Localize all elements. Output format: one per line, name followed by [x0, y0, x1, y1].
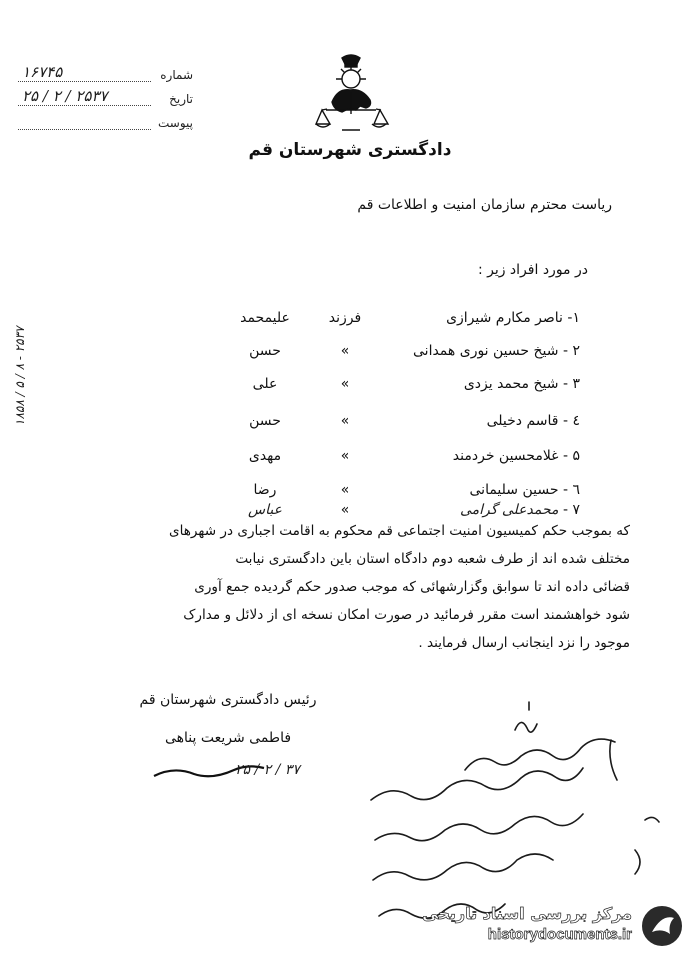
list-item [150, 413, 580, 437]
person-father: حسن [249, 413, 281, 429]
person-name: محمدعلی گرامی [459, 502, 559, 518]
signature-title: رئیس دادگستری شهرستان قم [139, 692, 317, 708]
letter-meta [18, 58, 193, 130]
person-name: حسین سلیمانی [469, 482, 559, 498]
person-name: شیخ حسین نوری همدانی [413, 343, 559, 359]
list-item [150, 376, 580, 400]
signature-block [118, 692, 338, 746]
person-father: مهدی [248, 448, 282, 464]
person-relation: « [340, 482, 350, 498]
body-line: قضائی داده اند تا سوابق وگزارشهائی که موجب صدور حکم گردیده جمع آوری [194, 579, 630, 595]
person-relation: « [340, 413, 350, 429]
number-line [18, 63, 151, 82]
person-number: ۳ - [562, 376, 580, 392]
archive-logo-icon [638, 902, 686, 950]
person-name: قاسم دخیلی [486, 413, 559, 429]
date-line [18, 87, 151, 106]
body-line: که بموجب حکم کمیسیون امنیت اجتماعی قم محکوم به اقامت اجباری در شهرهای [168, 523, 630, 539]
person-number: ۵ - [562, 448, 580, 464]
date-value: ۲۵ / ۲ / ۲۵۳۷ [22, 87, 108, 105]
person-father: رضا [253, 482, 277, 498]
person-number: ۷ - [562, 502, 580, 518]
court-title: دادگستری شهرستان قم [248, 140, 452, 160]
person-relation: « [340, 376, 350, 392]
body-line: مختلف شده اند از طرف شعبه دوم دادگاه استان باین دادگستری نیابت [235, 551, 630, 567]
person-number: ۲ - [562, 343, 580, 359]
date-label: تاریخ [169, 92, 193, 106]
list-item [150, 310, 580, 334]
person-number: ۱- [567, 310, 580, 326]
watermark-text-fa: مرکز بررسی اسناد تاریخی [422, 904, 632, 923]
person-number: ٦ - [562, 482, 580, 498]
number-label: شماره [160, 68, 193, 82]
person-father: علی [252, 376, 278, 392]
subject-line: در مورد افراد زیر : [477, 262, 588, 278]
attachment-label: پیوست [158, 116, 193, 130]
watermark [400, 902, 690, 950]
person-relation: فرزند [328, 310, 362, 326]
person-relation: « [340, 343, 350, 359]
body-line: شود خواهشمند است مقرر فرمائید در صورت امکان نسخه ای از دلائل و مدارک [183, 607, 630, 623]
attachment-line [18, 111, 151, 130]
list-item [150, 448, 580, 472]
watermark-text-en: historydocuments.ir [487, 926, 632, 943]
signature-date: ۲۵ / ۲ / ۳۷ [235, 762, 300, 778]
person-father: علیمحمد [240, 310, 290, 326]
date-row [18, 82, 193, 106]
side-reference-text: ۱۸۵۸ / ۵ / ۸ - ۲۵۳۷ [13, 326, 27, 426]
letter-body [50, 517, 630, 657]
person-name: شیخ محمد یزدی [463, 376, 559, 392]
person-name: ناصر مکارم شیرازی [446, 310, 563, 326]
number-value: ۱۶۷۴۵ [22, 63, 63, 81]
body-line: موجود را نزد اینجانب ارسال فرمایند . [418, 635, 630, 651]
attachment-row [18, 106, 193, 130]
recipient-line: ریاست محترم سازمان امنیت و اطلاعات قم [357, 197, 612, 213]
person-number: ٤ - [562, 413, 580, 429]
person-father: عباس [248, 502, 282, 518]
person-name: غلامحسین خردمند [452, 448, 559, 464]
signature-name: فاطمی شریعت پناهی [164, 730, 292, 746]
person-relation: « [340, 502, 350, 518]
side-reference [10, 292, 32, 442]
court-emblem-icon [312, 52, 390, 138]
number-row [18, 58, 193, 82]
person-father: حسن [249, 343, 281, 359]
list-item [150, 343, 580, 367]
person-relation: « [340, 448, 350, 464]
